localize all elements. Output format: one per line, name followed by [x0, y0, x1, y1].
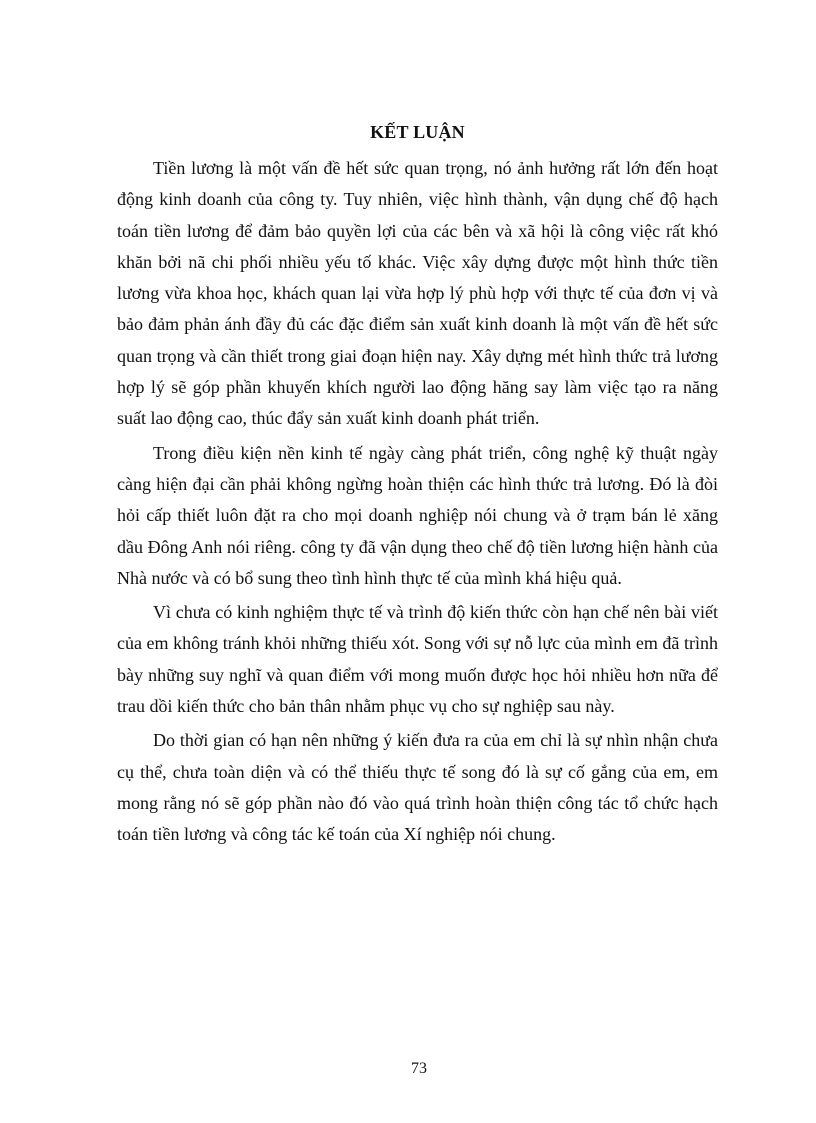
paragraph-4: Do thời gian có hạn nên những ý kiến đưa ra của em chỉ là sự nhìn nhận chưa cụ thể, chưa toàn diện và có thể thiếu thực tế song đó là sự cố gắng của em, em mong rằng nó sẽ góp phần nào đó vào quá trình hoàn thiện công tác tổ chức hạch toán tiền lương và công tác kế toán của Xí nghiệp nói chung. [117, 730, 718, 845]
paragraph-3: Vì chưa có kinh nghiệm thực tế và trình độ kiến thức còn hạn chế nên bài viết của em không tránh khỏi những thiếu xót. Song với sự nỗ lực của mình em đã trình bày những suy nghĩ và quan điểm với mong muốn được học hỏi nhiều hơn nữa để trau dồi kiến thức cho bản thân nhằm phục vụ cho sự nghiệp sau này. [117, 602, 718, 717]
paragraph-2: Trong điều kiện nền kinh tế ngày càng phát triển, công nghệ kỹ thuật ngày càng hiện đại cần phải không ngừng hoàn thiện các hình thức trả lương. Đó là đòi hỏi cấp thiết luôn đặt ra cho mọi doanh nghiệp nói chung và ở trạm bán lẻ xăng dầu Đông Anh nói riêng. công ty đã vận dụng theo chế độ tiền lương hiện hành của Nhà nước và có bổ sung theo tình hình thực tế của mình khá hiệu quả. [117, 442, 718, 588]
document-content [117, 119, 718, 851]
page-title: KẾT LUẬN [370, 122, 465, 142]
page-number: 73 [411, 1060, 427, 1077]
paragraph-1: Tiền lương là một vấn đề hết sức quan trọng, nó ảnh hưởng rất lớn đến hoạt động kinh doanh của công ty. Tuy nhiên, việc hình thành, vận dụng chế độ hạch toán tiền lương để đảm bảo quyền lợi của các bên và xã hội là công việc rất khó khăn bởi nã chi phối nhiều yếu tố khác. Việc xây dựng được một hình thức tiền lương vừa khoa học, khách quan lại vừa hợp lý phù hợp với thực tế của đơn vị và bảo đảm phản ánh đầy đủ các đặc điểm sản xuất kinh doanh là một vấn đề hết sức quan trọng và cần thiết trong giai đoạn hiện nay. Xây dựng mét hình thức trả lương hợp lý sẽ góp phần khuyến khích người lao động hăng say làm việc tạo ra năng suất lao động cao, thúc đẩy sản xuất kinh doanh phát triển. [117, 158, 718, 429]
